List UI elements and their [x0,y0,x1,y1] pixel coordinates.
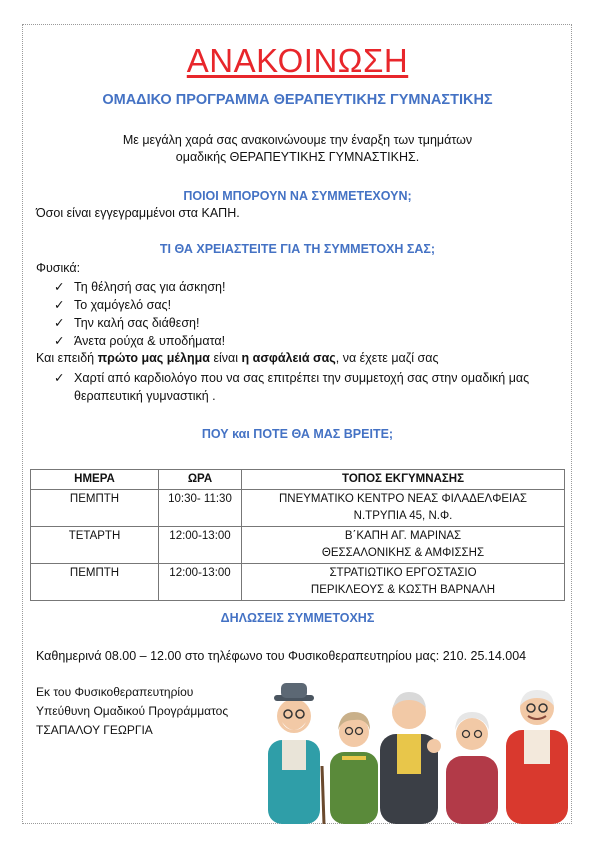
elderly-group-illustration [262,678,572,824]
check-icon: ✓ [54,280,65,294]
cell-time: 12:00-13:00 [159,564,242,601]
intro-line-1: Με μεγάλη χαρά σας ανακοινώνουμε την έναρξη των τμημάτων [122,133,473,147]
check-icon: ✓ [54,371,65,385]
who-heading: ΠΟΙΟΙ ΜΠΟΡΟΥΝ ΝΑ ΣΥΜΜΕΤΕΧΟΥΝ; [183,189,412,203]
header-day: ΗΜΕΡΑ [31,470,159,490]
list-item: ✓ Την καλή σας διάθεση! [54,316,200,330]
list-item: ✓ Άνετα ρούχα & υποδήματα! [54,334,226,348]
safety-bold-1: πρώτο μας μέλημα [97,351,210,365]
who-text: Όσοι είναι εγγεγραμμένοι στα ΚΑΠΗ. [36,206,240,220]
table-row [31,490,565,527]
cell-place: ΣΤΡΑΤΙΩΤΙΚΟ ΕΡΓΟΣΤΑΣΙΟ ΠΕΡΙΚΛΕΟΥΣ & ΚΩΣΤΗ ΒΑΡΝΑΛΗ [242,564,565,601]
safety-bold-2: η ασφάλειά σας [241,351,336,365]
declarations-heading: ΔΗΛΩΣΕΙΣ ΣΥΜΜΕΤΟΧΗΣ [220,611,375,625]
needs-label: Φυσικά: [36,261,81,275]
signature-line-3: ΤΣΑΠΑΛΟΥ ΓΕΩΡΓΙΑ [36,723,153,737]
where-heading: ΠΟΥ και ΠΟΤΕ ΘΑ ΜΑΣ ΒΡΕΙΤΕ; [201,427,394,441]
table-header-row [31,470,565,490]
intro-paragraph [0,132,595,166]
check-icon: ✓ [54,334,65,348]
cell-time: 10:30- 11:30 [159,490,242,527]
cell-time: 12:00-13:00 [159,527,242,564]
needs-heading: ΤΙ ΘΑ ΧΡΕΙΑΣΤΕΙΤΕ ΓΙΑ ΤΗ ΣΥΜΜΕΤΟΧΗ ΣΑΣ; [159,242,436,256]
cell-place: Β΄ΚΑΠΗ ΑΓ. ΜΑΡΙΝΑΣ ΘΕΣΣΑΛΟΝΙΚΗΣ & ΑΜΦΙΣΣΗΣ [242,527,565,564]
page-title: ΑΝΑΚΟΙΝΩΣΗ [186,42,409,79]
cardiologist-item: ✓ Χαρτί από καρδιολόγο που να σας επιτρέπει την συμμετοχή σας στην ομαδική μας θεραπευτική γυμναστική . [54,371,530,403]
check-icon: ✓ [54,316,65,330]
signature-line-2: Υπεύθυνη Ομαδικού Προγράμματος [36,704,229,718]
cell-day: ΠΕΜΠΤΗ [31,564,159,601]
table-row [31,527,565,564]
cell-day: ΠΕΜΠΤΗ [31,490,159,527]
needs-list [54,278,225,350]
list-item: ✓ Τη θέλησή σας για άσκηση! [54,280,226,294]
cell-day: ΤΕΤΑΡΤΗ [31,527,159,564]
elderly-man-hat [268,683,324,824]
elderly-man-thumbs-up [380,692,441,824]
elderly-woman-green [330,712,378,824]
signature-block [36,683,228,740]
declarations-text: Καθημερινά 08.00 – 12.00 στο τηλέφωνο του Φυσικοθεραπευτηρίου μας: 210. 25.14.004 [36,649,527,663]
intro-line-2: ομαδικής ΘΕΡΑΠΕΥΤΙΚΗΣ ΓΥΜΝΑΣΤΙΚΗΣ. [175,150,420,164]
signature-line-1: Εκ του Φυσικοθεραπευτηρίου [36,685,194,699]
check-icon: ✓ [54,298,65,312]
table-row [31,564,565,601]
list-item: ✓ Το χαμόγελό σας! [54,298,172,312]
safety-line: Και επειδή πρώτο μας μέλημα είναι η ασφάλειά σας, να έχετε μαζί σας [36,351,439,365]
cell-place: ΠΝΕΥΜΑΤΙΚΟ ΚΕΝΤΡΟ ΝΕΑΣ ΦΙΛΑΔΕΛΦΕΙΑΣ Ν.ΤΡΥΠΙΑ 45, Ν.Φ. [242,490,565,527]
schedule-table [30,469,565,601]
page-subtitle: ΟΜΑΔΙΚΟ ΠΡΟΓΡΑΜΜΑ ΘΕΡΑΠΕΥΤΙΚΗΣ ΓΥΜΝΑΣΤΙΚΗΣ [102,92,493,108]
elderly-man-red [506,690,568,824]
elderly-woman-pink [446,712,498,824]
header-place: ΤΟΠΟΣ ΕΚΓΥΜΝΑΣΗΣ [242,470,565,490]
header-time: ΩΡΑ [159,470,242,490]
